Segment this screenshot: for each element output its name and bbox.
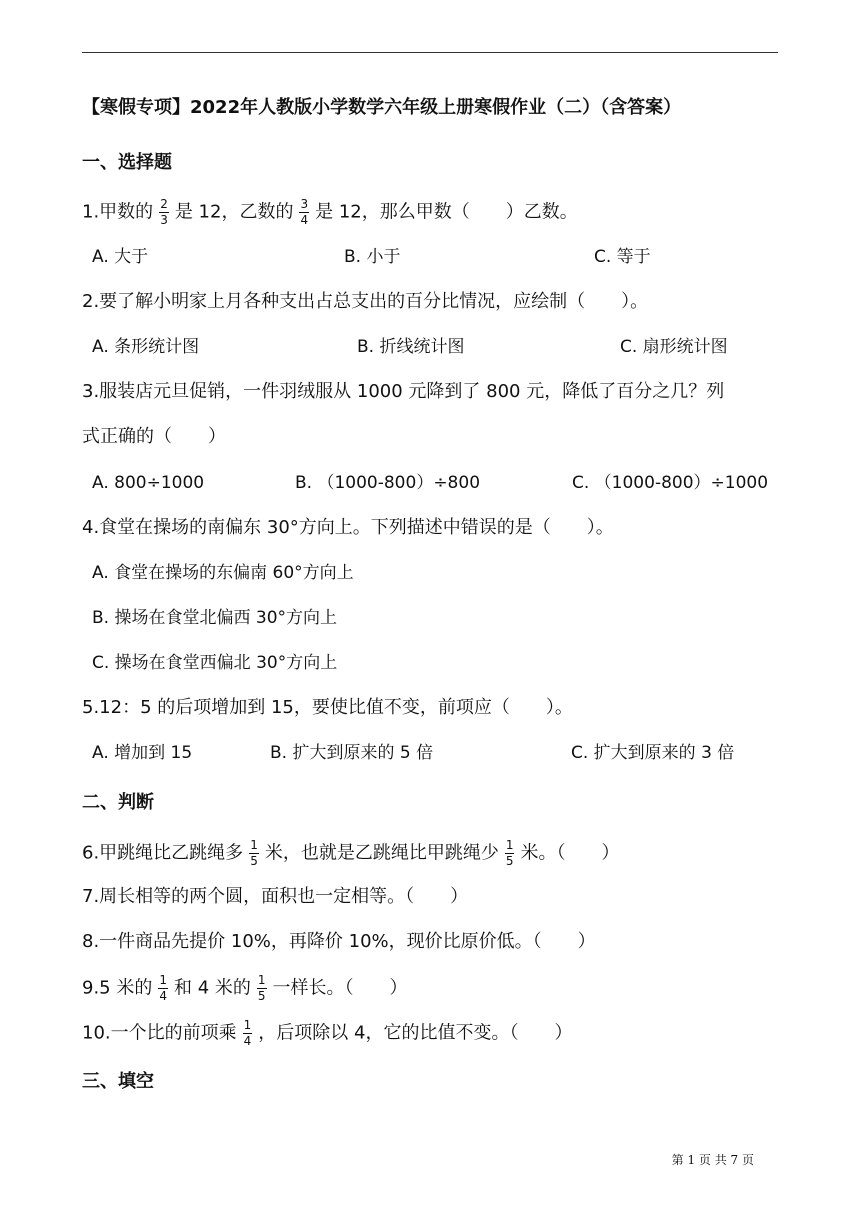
fraction: $\frac{1}{5}$ — [505, 838, 514, 868]
question-1-option-c: C. 等于 — [594, 247, 651, 267]
question-5-option-a: A. 增加到 15 — [92, 743, 193, 763]
question-1-text-a: 1.甲数的 — [82, 201, 154, 223]
question-2-option-b: B. 折线统计图 — [357, 337, 465, 357]
question-4: 4.食堂在操场的南偏东 30°方向上。下列描述中错误的是（ ）。 — [82, 517, 614, 538]
fraction: $\frac{1}{5}$ — [250, 838, 258, 868]
question-1-text-b: 是 12，乙数的 — [174, 201, 294, 223]
question-6-text-c: 米。（ ） — [520, 842, 620, 864]
question-3-option-b: B. （1000-800）÷800 — [295, 473, 481, 493]
question-4-option-b: B. 操场在食堂北偏西 30°方向上 — [92, 608, 338, 628]
question-2-option-a: A. 条形统计图 — [92, 337, 200, 357]
question-9-text-b: 和 4 米的 — [174, 977, 251, 999]
question-8: 8.一件商品先提价 10%，再降价 10%，现价比原价低。（ ） — [82, 931, 596, 952]
fraction: $\frac{3}{4}$ — [300, 197, 309, 227]
question-7: 7.周长相等的两个圆，面积也一定相等。（ ） — [82, 886, 469, 907]
fraction: $\frac{2}{3}$ — [160, 197, 168, 227]
question-9 — [82, 974, 408, 1003]
question-6-text-b: 米，也就是乙跳绳比甲跳绳少 — [264, 842, 499, 864]
section-heading-choice: 一、选择题 — [82, 152, 172, 173]
question-5-option-b: B. 扩大到原来的 5 倍 — [270, 743, 434, 763]
question-2-option-c: C. 扇形统计图 — [620, 337, 728, 357]
question-10-text-b: ，后项除以 4，它的比值不变。（ ） — [258, 1022, 573, 1044]
fraction: $\frac{1}{4}$ — [159, 973, 167, 1003]
question-1-text-c: 是 12，那么甲数（ ）乙数。 — [315, 201, 578, 223]
question-5: 5.12：5 的后项增加到 15，要使比值不变，前项应（ ）。 — [82, 697, 573, 718]
question-3-option-c: C. （1000-800）÷1000 — [572, 473, 769, 493]
question-10-text-a: 10.一个比的前项乘 — [82, 1022, 237, 1044]
question-1-option-b: B. 小于 — [344, 247, 401, 267]
question-2: 2.要了解小明家上月各种支出占总支出的百分比情况，应绘制（ ）。 — [82, 291, 649, 312]
fraction: $\frac{1}{4}$ — [243, 1018, 252, 1048]
question-3-line-1: 3.服装店元旦促销，一件羽绒服从 1000 元降到了 800 元，降低了百分之几？列 — [82, 381, 725, 402]
section-heading-judgement: 二、判断 — [82, 792, 154, 813]
section-heading-fill-in: 三、填空 — [82, 1071, 154, 1092]
document-title: 【寒假专项】2022年人教版小学数学六年级上册寒假作业（二）（含答案） — [82, 97, 682, 118]
question-1 — [82, 198, 578, 227]
question-9-text-a: 9.5 米的 — [82, 977, 153, 999]
question-4-option-c: C. 操场在食堂西偏北 30°方向上 — [92, 653, 338, 673]
question-10 — [82, 1019, 572, 1048]
question-6 — [82, 839, 619, 868]
header-rule — [82, 52, 778, 53]
question-3-line-2: 式正确的（ ） — [82, 426, 226, 447]
question-4-option-a: A. 食堂在操场的东偏南 60°方向上 — [92, 563, 354, 583]
question-1-option-a: A. 大于 — [92, 247, 149, 267]
question-3-option-a: A. 800÷1000 — [92, 473, 205, 493]
page-number: 第 1 页 共 7 页 — [671, 1153, 754, 1167]
fraction: $\frac{1}{5}$ — [257, 973, 266, 1003]
question-5-option-c: C. 扩大到原来的 3 倍 — [571, 743, 735, 763]
question-9-text-c: 一样长。（ ） — [272, 977, 408, 999]
question-6-text-a: 6.甲跳绳比乙跳绳多 — [82, 842, 244, 864]
